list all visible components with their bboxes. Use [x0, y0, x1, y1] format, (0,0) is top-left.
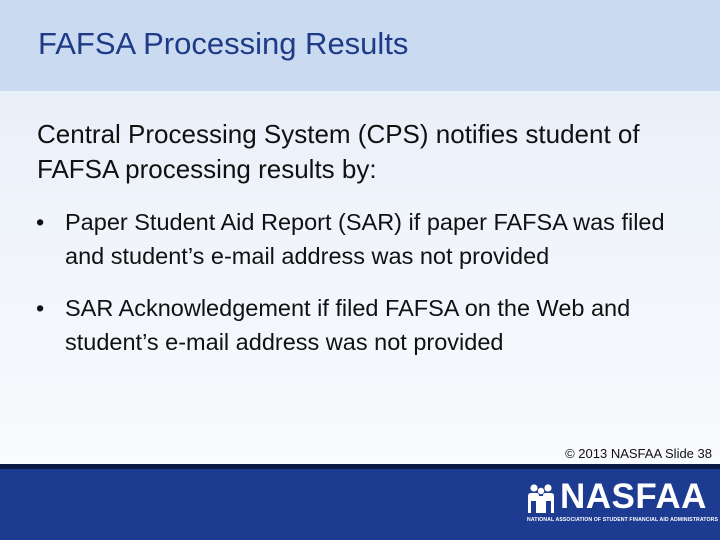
bullet-marker: •: [36, 295, 45, 321]
bullet-item: [30, 205, 690, 273]
logo-wordmark: NASFAA: [560, 477, 707, 516]
bullet-marker: •: [36, 209, 45, 235]
bullet-list: [30, 205, 690, 377]
slide-footer-note: © 2013 NASFAA Slide 38: [565, 446, 712, 461]
lead-paragraph: Central Processing System (CPS) notifies student of FAFSA processing results by:: [37, 119, 640, 184]
bullet-text: Paper Student Aid Report (SAR) if paper FAFSA was filed and student’s e-mail address was not provided: [65, 209, 665, 269]
slide-title: FAFSA Processing Results: [38, 26, 409, 61]
bullet-item: [30, 291, 690, 359]
logo-tagline: NATIONAL ASSOCIATION OF STUDENT FINANCIAL AID ADMINISTRATORS: [527, 517, 719, 523]
nasfaa-logo: [527, 477, 719, 528]
people-emblem-icon: [527, 483, 555, 513]
title-band: [0, 0, 720, 91]
bullet-text: SAR Acknowledgement if filed FAFSA on the Web and student’s e-mail address was not provided: [65, 295, 631, 355]
